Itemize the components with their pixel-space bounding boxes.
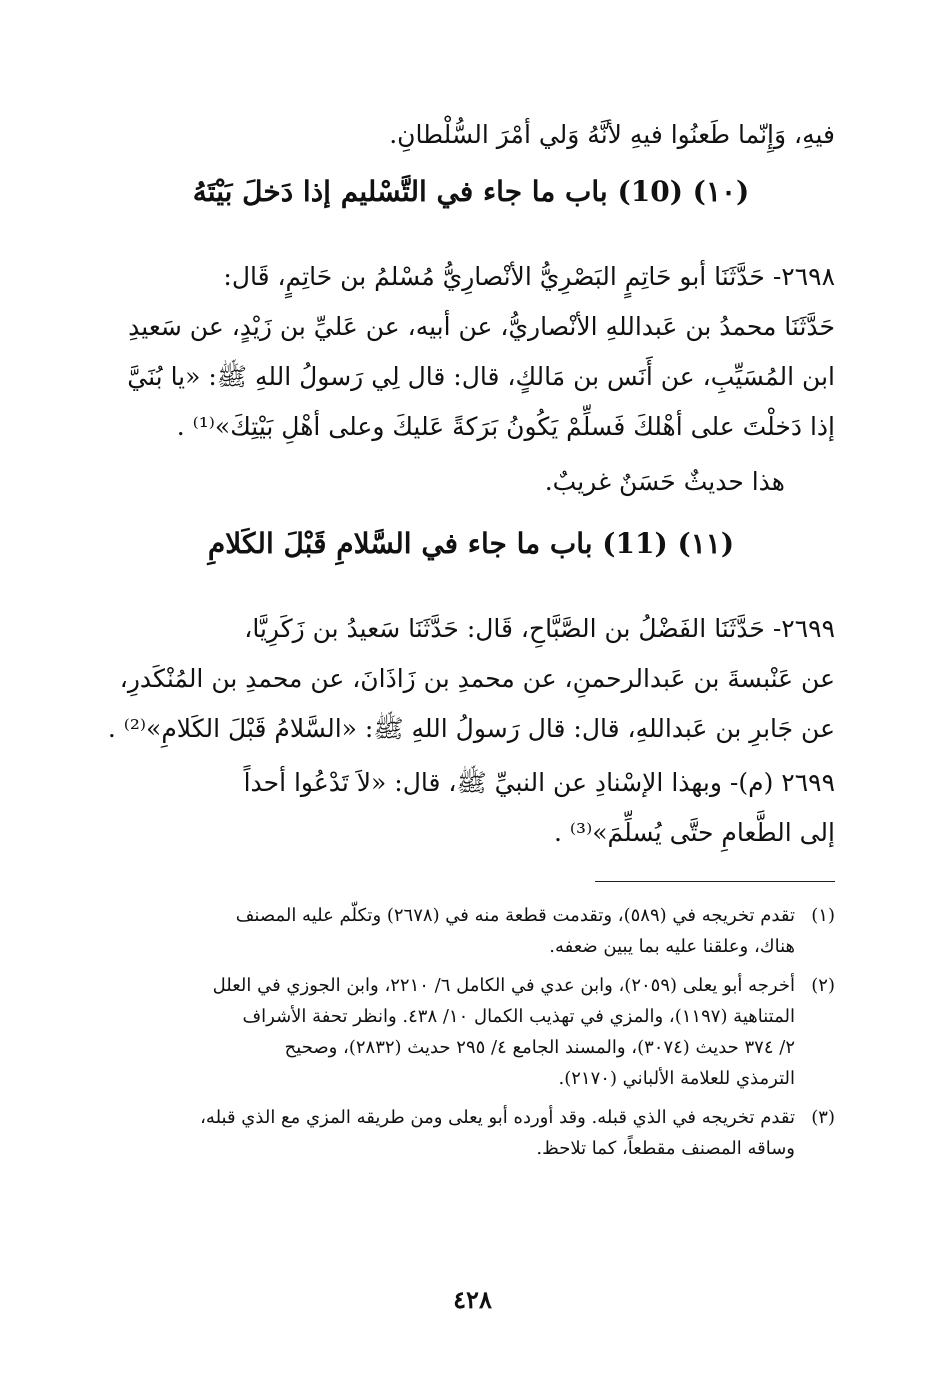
- footnote-line: الترمذي للعلامة الألباني (٢١٧٠).: [558, 1068, 795, 1089]
- opening-text: [107, 115, 835, 155]
- footnote-line: تقدم تخريجه في (٥٨٩)، وتقدمت قطعة منه في (٢٦٧٨) وتكلّم عليه المصنف: [235, 905, 795, 926]
- footnote-3: [107, 1102, 835, 1164]
- text-line: عن عَنْبسةَ بن عَبدالرحمنِ، عن محمدِ بن زَاذَانَ، عن محمدِ بن المُنْكَدرِ،: [119, 664, 835, 693]
- footnote-line: المتناهية (١١٩٧)، والمزي في تهذيب الكمال ١٠/ ٤٣٨. وانظر تحفة الأشراف: [242, 1006, 795, 1027]
- footnote-line: أخرجه أبو يعلى (٢٠٥٩)، وابن عدي في الكامل ٦/ ٢٢١٠، وابن الجوزي في العلل: [212, 975, 795, 996]
- text-line: فيهِ، وَإِنّما طَعنُوا فيهِ لأنَّهُ وَلي أمْرَ السُّلْطانِ.: [389, 120, 835, 149]
- text-line: حَدَّثَنَا محمدُ بن عَبداللهِ الأنْصاريُّ، عن أبيه، عن عَليِّ بن زَيْدٍ، عن سَعيدِ: [128, 312, 835, 341]
- footnote-divider: [595, 881, 835, 882]
- footnote-number: (١): [811, 905, 835, 926]
- hadith-grading: هذا حديثٌ حَسَنٌ غريبٌ.: [544, 467, 785, 496]
- hadith-2699-m: [107, 758, 835, 858]
- text-line: إذا دَخلْتَ على أهْلكَ فَسلِّمْ يَكُونُ بَرَكةً عَليكَ وعلى أهْلِ بَيْتِكَ»⁽¹⁾ .: [176, 412, 835, 441]
- footnote-1: [107, 900, 835, 962]
- footnote-line: تقدم تخريجه في الذي قبله. وقد أورده أبو يعلى ومن طريقه المزي مع الذي قبله،: [200, 1107, 795, 1128]
- hadith-2698: [107, 252, 835, 452]
- hadith-2699: [107, 604, 835, 754]
- footnote-line: وساقه المصنف مقطعاً، كما تلاحظ.: [536, 1138, 795, 1159]
- page-number: ٤٢٨: [453, 1285, 492, 1314]
- footnote-text: [107, 970, 795, 1094]
- text-line: إلى الطَّعامِ حتَّى يُسلِّمَ»⁽³⁾ .: [554, 818, 835, 847]
- text-line: ٢٦٩٨- حَدَّثَنَا أبو حَاتِمٍ البَصْرِيُّ الأنْصارِيُّ مُسْلمُ بن حَاتِمٍ، قَال:: [223, 262, 835, 291]
- footnote-number: (٣): [811, 1107, 835, 1128]
- section-heading-10: (١٠) (10) باب ما جاء في التَّسْليم إذا دَخلَ بَيْتَهُ: [192, 175, 750, 208]
- footnote-text: [107, 1102, 795, 1164]
- section-heading-11: (١١) (11) باب ما جاء في السَّلامِ قَبْلَ الكَلامِ: [207, 527, 735, 560]
- footnotes: [107, 900, 835, 1172]
- text-line: ٢٦٩٩ (م)- وبهذا الإسْنادِ عن النبيِّ ﷺ، قال: «لاَ تَدْعُوا أحداً: [243, 768, 835, 797]
- footnote-text: [107, 900, 795, 962]
- footnote-line: هناك، وعلقنا عليه بما يبين ضعفه.: [549, 936, 795, 957]
- footnote-number: (٢): [811, 975, 835, 996]
- footnote-line: ٢/ ٣٧٤ حديث (٣٠٧٤)، والمسند الجامع ٤/ ٢٩٥ حديث (٢٨٣٢)، وصحيح: [284, 1037, 795, 1058]
- text-line: ٢٦٩٩- حَدَّثَنَا الفَضْلُ بن الصَّبَّاحِ، قَال: حَدَّثَنَا سَعيدُ بن زَكَرِيَّا،: [244, 614, 835, 643]
- text-line: عن جَابرِ بن عَبداللهِ، قال: قال رَسولُ اللهِ ﷺ: «السَّلامُ قَبْلَ الكَلامِ»⁽²⁾ .: [107, 714, 835, 743]
- text-line: ابن المُسَيِّبِ، عن أَنَس بن مَالكٍ، قال: قال لِي رَسولُ اللهِ ﷺ: «يا بُنَيَّ: [127, 362, 835, 391]
- footnote-2: [107, 970, 835, 1094]
